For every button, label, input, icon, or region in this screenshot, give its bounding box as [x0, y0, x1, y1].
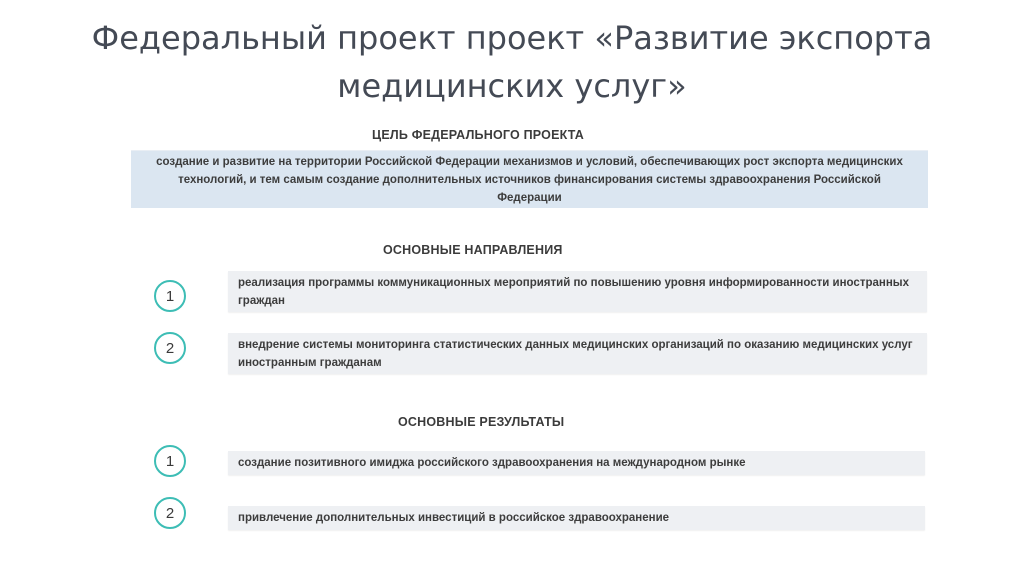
direction-item [228, 271, 927, 312]
result-number-badge: 1 [154, 445, 186, 477]
result-item-text: создание позитивного имиджа российского здравоохранения на международном рынке [238, 457, 746, 469]
directions-heading: ОСНОВНЫЕ НАПРАВЛЕНИЯ [383, 243, 563, 257]
direction-item [228, 333, 927, 374]
direction-number-badge: 2 [154, 332, 186, 364]
direction-item-text: реализация программы коммуникационных мероприятий по повышению уровня информированности иностранных граждан [238, 276, 909, 307]
result-item [228, 451, 925, 475]
goal-box [131, 150, 928, 208]
result-number-badge: 2 [154, 497, 186, 529]
result-item-text: привлечение дополнительных инвестиций в российское здравоохранение [238, 512, 670, 524]
results-heading: ОСНОВНЫЕ РЕЗУЛЬТАТЫ [398, 415, 565, 429]
page-title: Федеральный проект проект «Развитие экспорта медицинских услуг» [91, 19, 933, 105]
direction-item-text: внедрение системы мониторинга статистических данных медицинских организаций по оказанию медицинских услуг иностранным гражданам [238, 338, 913, 369]
goal-heading: ЦЕЛЬ ФЕДЕРАЛЬНОГО ПРОЕКТА [372, 128, 585, 142]
result-item [228, 506, 925, 530]
direction-number-badge: 1 [154, 280, 186, 312]
goal-text: создание и развитие на территории Российской Федерации механизмов и условий, обеспечивающих рост экспорта медицинских технологий, и тем самым создание дополнительных источников финансирования системы здравоохранения Российской Федерации [156, 155, 903, 204]
